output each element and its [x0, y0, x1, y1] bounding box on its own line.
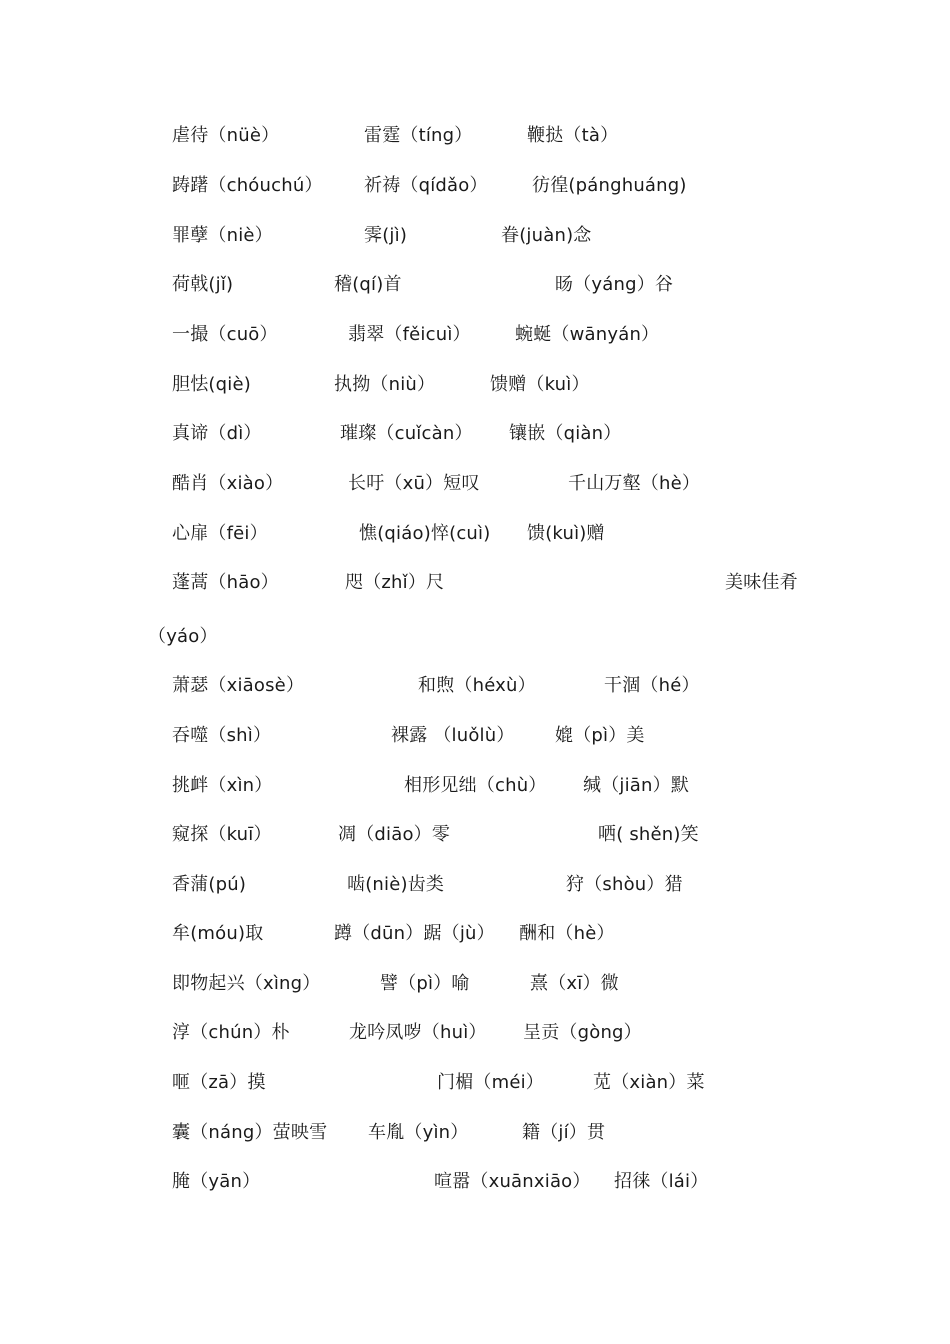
vocab-entry: 虐待（nüè） — [172, 125, 280, 146]
vocab-entry: 呈贡（gòng） — [523, 1022, 642, 1043]
vocab-entry: 蜿蜒（wānyán） — [515, 324, 660, 345]
vocab-entry: 车胤（yìn） — [368, 1122, 469, 1143]
vocab-entry: 香蒲(pú) — [172, 874, 247, 895]
vocab-entry: 真谛（dì） — [172, 423, 262, 444]
vocab-entry: 眷(juàn)念 — [501, 225, 592, 246]
vocab-entry: 美味佳肴 — [725, 572, 798, 593]
vocab-entry: 执拗（niù） — [334, 374, 436, 395]
vocab-entry: 啮(niè)齿类 — [347, 874, 445, 895]
vocab-entry: 酬和（hè） — [519, 923, 615, 944]
vocab-entry: 踌躇（chóuchú） — [172, 175, 323, 196]
vocab-entry: 祈祷（qídǎo） — [364, 175, 488, 196]
vocab-entry: 喧嚣（xuānxiāo） — [434, 1171, 591, 1192]
vocab-entry: 蓬蒿（hāo） — [172, 572, 279, 593]
vocab-entry: 吞噬（shì） — [172, 725, 272, 746]
vocab-entry: 胆怯(qiè) — [172, 374, 251, 395]
vocab-entry: 璀璨（cuǐcàn） — [340, 423, 473, 444]
vocab-entry: 龙吟凤哕（huì） — [349, 1022, 487, 1043]
vocab-entry: 媲（pì）美 — [555, 725, 645, 746]
vocab-entry: 心扉（fēi） — [172, 523, 268, 544]
vocab-entry: 门楣（méi） — [437, 1072, 545, 1093]
vocab-entry: 淳（chún）朴 — [172, 1022, 290, 1043]
vocab-entry: 熹（xī）微 — [530, 973, 619, 994]
vocab-entry: 萧瑟（xiāosè） — [172, 675, 305, 696]
vocab-entry: 长吁（xū）短叹 — [348, 473, 480, 494]
vocab-entry: 咫（zhǐ）尺 — [345, 572, 445, 593]
vocab-entry: 千山万壑（hè） — [568, 473, 701, 494]
vocab-entry: 招徕（lái） — [614, 1171, 709, 1192]
vocab-entry-continuation: （yáo） — [148, 626, 218, 647]
vocab-entry: 狩（shòu）猎 — [566, 874, 683, 895]
vocab-entry: 酷肖（xiào） — [172, 473, 284, 494]
vocab-entry: 苋（xiàn）菜 — [593, 1072, 705, 1093]
vocab-entry: 馈(kuì)赠 — [527, 523, 605, 544]
vocab-entry: 一撮（cuō） — [172, 324, 278, 345]
vocab-entry: 咂（zā）摸 — [172, 1072, 266, 1093]
vocab-entry: 和煦（héxù） — [418, 675, 536, 696]
vocab-entry: 籍（jí）贯 — [522, 1122, 606, 1143]
vocab-entry: 缄（jiān）默 — [583, 775, 690, 796]
vocab-entry: 稽(qí)首 — [334, 274, 402, 295]
vocab-entry: 霁(jì) — [364, 225, 408, 246]
vocab-entry: 窥探（kuī） — [172, 824, 272, 845]
vocab-entry: 囊（náng）萤映雪 — [172, 1122, 328, 1143]
vocab-entry: 即物起兴（xìng） — [172, 973, 321, 994]
vocab-entry: 譬（pì）喻 — [380, 973, 470, 994]
vocab-entry: 蹲（dūn）踞（jù） — [334, 923, 495, 944]
vocab-entry: 相形见绌（chù） — [404, 775, 547, 796]
vocab-entry: 憔(qiáo)悴(cuì) — [359, 523, 491, 544]
vocab-entry: 鞭挞（tà） — [527, 125, 619, 146]
vocab-entry: 牟(móu)取 — [172, 923, 264, 944]
vocab-entry: 哂( shěn)笑 — [598, 824, 699, 845]
vocab-entry: 腌（yān） — [172, 1171, 261, 1192]
vocab-entry: 凋（diāo）零 — [338, 824, 451, 845]
vocab-entry: 干涸（hé） — [604, 675, 700, 696]
vocab-entry: 罪孽（niè） — [172, 225, 273, 246]
vocab-entry: 雷霆（tíng） — [364, 125, 473, 146]
vocab-entry: 镶嵌（qiàn） — [509, 423, 622, 444]
vocab-entry: 裸露 （luǒlù） — [391, 725, 515, 746]
vocab-entry: 荷戟(jǐ) — [172, 274, 234, 295]
vocab-entry: 馈赠（kuì） — [490, 374, 590, 395]
vocab-entry: 彷徨(pánghuáng) — [532, 175, 687, 196]
vocab-entry: 挑衅（xìn） — [172, 775, 273, 796]
vocab-entry: 旸（yáng）谷 — [555, 274, 674, 295]
vocab-entry: 翡翠（fěicuì） — [348, 324, 471, 345]
